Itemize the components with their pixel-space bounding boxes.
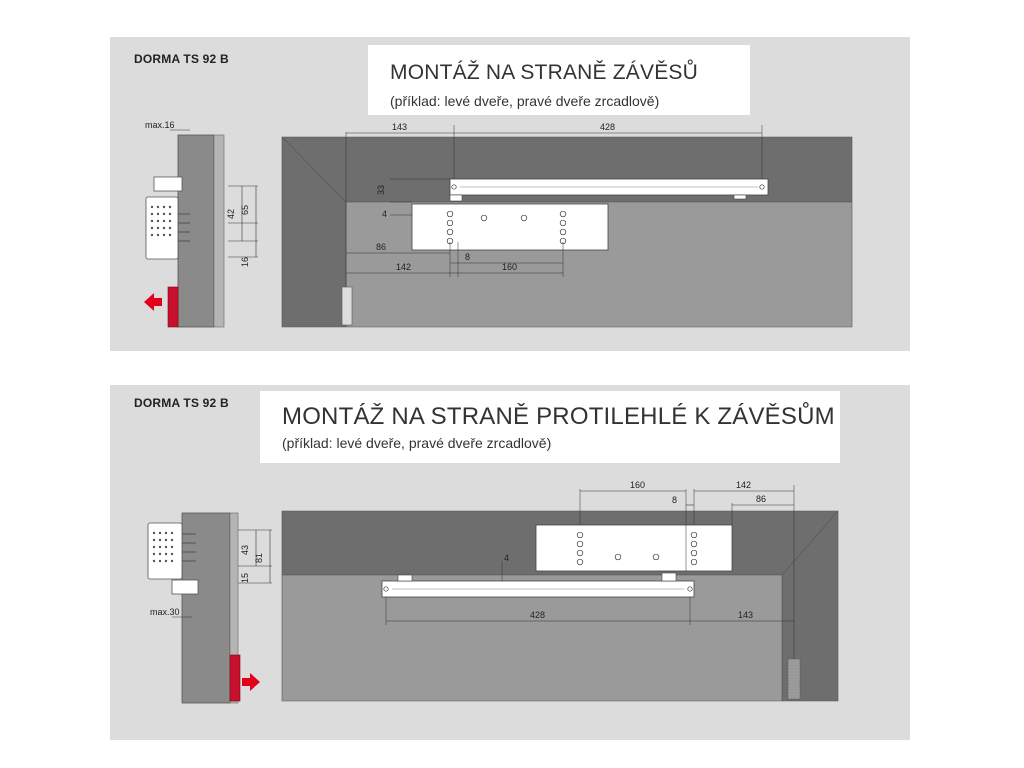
top-panel — [110, 37, 910, 351]
bottom-diagram — [110, 385, 910, 740]
arrow-left-icon — [144, 293, 162, 311]
dim-160: 160 — [630, 480, 646, 490]
top-diagram — [110, 37, 910, 351]
brand-label: DORMA TS 92 B — [134, 396, 229, 410]
dim-142: 142 — [736, 480, 752, 490]
dim-143: 143 — [738, 610, 754, 620]
dim-428: 428 — [600, 122, 616, 132]
dim-33: 33 — [376, 184, 386, 195]
dim-142: 142 — [396, 262, 412, 272]
dim-4: 4 — [382, 209, 388, 219]
dim-8: 8 — [465, 252, 471, 262]
dim-4: 4 — [504, 553, 510, 563]
closer-side-view — [148, 523, 182, 579]
dim-43: 43 — [240, 544, 250, 555]
dim-81: 81 — [254, 552, 264, 563]
dim-160: 160 — [502, 262, 518, 272]
closer-body — [536, 525, 732, 571]
dim-65: 65 — [240, 204, 250, 215]
dim-8: 8 — [672, 495, 678, 505]
dim-86: 86 — [376, 242, 387, 252]
panel-title: MONTÁŽ NA STRANĚ ZÁVĚSŮ — [390, 61, 698, 84]
dim-max: max.30 — [150, 607, 180, 617]
hinge-icon — [230, 655, 240, 701]
panel-title: MONTÁŽ NA STRANĚ PROTILEHLÉ K ZÁVĚSŮM — [282, 403, 835, 430]
side-frame — [182, 513, 230, 703]
dim-max: max.16 — [145, 120, 175, 130]
dim-86: 86 — [756, 494, 767, 504]
dim-15: 15 — [240, 572, 250, 583]
dim-428: 428 — [530, 610, 546, 620]
dim-42: 42 — [226, 208, 236, 219]
slide-rail-side-view — [172, 580, 198, 594]
hinge-icon — [168, 287, 178, 327]
panel-subtitle: (příklad: levé dveře, pravé dveře zrcadlově) — [282, 435, 552, 451]
arrow-right-icon — [242, 673, 260, 691]
closer-body — [412, 204, 608, 250]
brand-label: DORMA TS 92 B — [134, 52, 229, 66]
dim-143: 143 — [392, 122, 408, 132]
slide-rail-side-view — [154, 177, 182, 191]
dim-16: 16 — [240, 256, 250, 267]
hinge-front — [788, 659, 800, 699]
hinge-front — [342, 287, 352, 325]
side-frame — [178, 135, 214, 327]
bottom-panel — [110, 385, 910, 740]
panel-subtitle: (příklad: levé dveře, pravé dveře zrcadlově) — [390, 93, 660, 109]
side-door-edge — [214, 135, 224, 327]
